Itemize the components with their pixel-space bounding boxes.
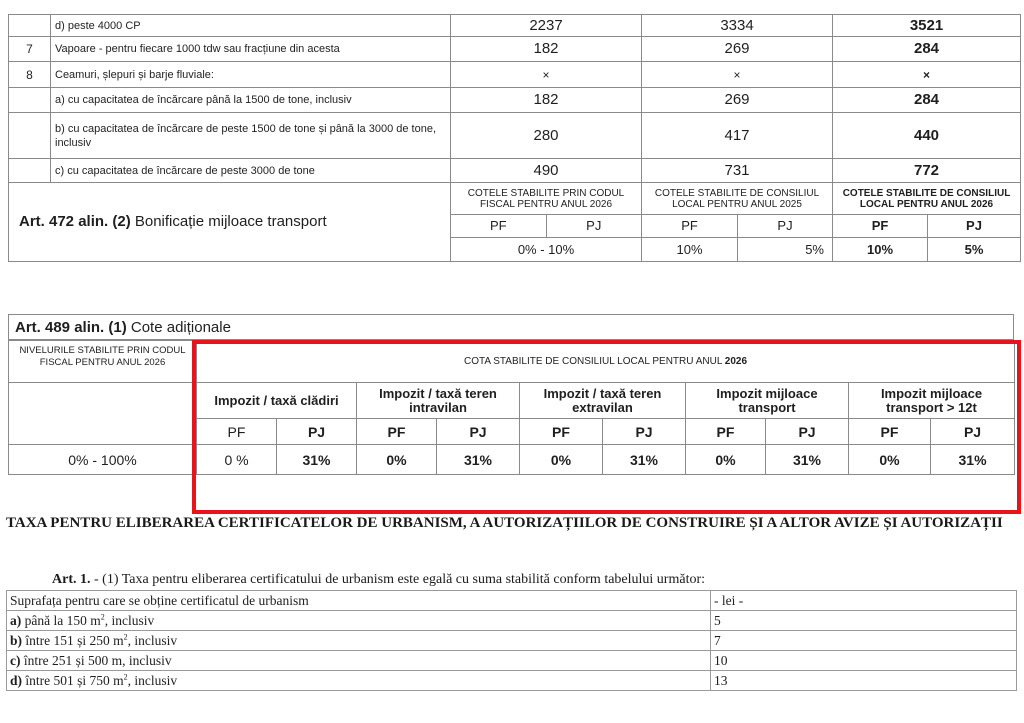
pf-label: PF (197, 419, 277, 445)
pj-value: 31% (437, 445, 520, 475)
pfpj-split (451, 215, 642, 238)
fee-cell: 13 (711, 671, 1017, 691)
council-2025-value: × (642, 62, 833, 88)
table-row (9, 37, 1021, 62)
council-2026-pj-value: 5% (928, 238, 1021, 262)
council-2025-value: 269 (642, 37, 833, 62)
value-header: - lei - (711, 591, 1017, 611)
fiscal-code-value: 2237 (451, 15, 642, 37)
pj-label: PJ (928, 215, 1021, 238)
vehicle-tax-table (8, 14, 1021, 262)
pj-label: PJ (586, 218, 602, 233)
council-2026-value: 440 (833, 113, 1021, 159)
pf-label: PF (451, 215, 547, 237)
pj-label: PJ (738, 215, 833, 238)
art489-title: Art. 489 alin. (1) Cote adiționale (8, 314, 1014, 340)
fee-cell: 10 (711, 651, 1017, 671)
fiscal-code-2026-header: COTELE STABILITE PRIN CODUL FISCAL PENTRU ANUL 2026 (451, 183, 642, 215)
pf-value: 0% (357, 445, 437, 475)
fee-cell: 5 (711, 611, 1017, 631)
pj-value: 31% (766, 445, 849, 475)
council-2026-value: 3521 (833, 15, 1021, 37)
pj-label: PJ (931, 419, 1015, 445)
art489-group-row (9, 383, 1015, 419)
council-2025-value: 417 (642, 113, 833, 159)
council-2026-header: COTELE STABILITE DE CONSILIUL LOCAL PENTRU ANUL 2026 (833, 183, 1021, 215)
council-2026-value: 284 (833, 37, 1021, 62)
group-buildings: Impozit / taxă clădiri (197, 383, 357, 419)
row-label: c) cu capacitatea de încărcare de peste 3000 de tone (51, 159, 451, 183)
row-index: 7 (9, 37, 51, 62)
art489-header-row (9, 341, 1015, 383)
council-2025-value: 731 (642, 159, 833, 183)
council-2025-pf-value: 10% (642, 238, 738, 262)
council-2025-header: COTELE STABILITE DE CONSILIUL LOCAL PENTRU ANUL 2025 (642, 183, 833, 215)
fiscal-code-range: 0% - 10% (451, 238, 642, 262)
pj-label: PJ (766, 419, 849, 445)
council-rate-header: COTA STABILITE DE CONSILIUL LOCAL PENTRU ANUL 2026 (197, 341, 1015, 383)
row-index (9, 88, 51, 113)
council-2025-value: 269 (642, 88, 833, 113)
section-heading: TAXA PENTRU ELIBERAREA CERTIFICATELOR DE URBANISM, A AUTORIZAȚIILOR DE CONSTRUIRE ȘI A ALTOR AVIZE ȘI AUTORIZAȚII (6, 515, 1003, 531)
fiscal-code-range: 0% - 100% (9, 445, 197, 475)
pf-label: PF (357, 419, 437, 445)
fee-cell: 7 (711, 631, 1017, 651)
fiscal-code-value: 182 (451, 37, 642, 62)
table-row (7, 631, 1017, 651)
fiscal-code-value: × (451, 62, 642, 88)
group-transport: Impozit mijloace transport (686, 383, 849, 419)
pf-value: 0 % (197, 445, 277, 475)
group-transport-12t: Impozit mijloace transport > 12t (849, 383, 1015, 419)
table-row (9, 62, 1021, 88)
art472-title: Art. 472 alin. (2) Bonificație mijloace transport (9, 183, 451, 262)
row-index (9, 159, 51, 183)
council-2026-value: 772 (833, 159, 1021, 183)
pj-label: PJ (603, 419, 686, 445)
art489-value-row (9, 445, 1015, 475)
row-label: a) cu capacitatea de încărcare până la 1500 de tone, inclusiv (51, 88, 451, 113)
row-index: 8 (9, 62, 51, 88)
pf-value: 0% (849, 445, 931, 475)
row-label: Ceamuri, șlepuri și barje fluviale: (51, 62, 451, 88)
pf-label: PF (642, 215, 738, 238)
pj-value: 31% (603, 445, 686, 475)
row-label: d) peste 4000 CP (51, 15, 451, 37)
pf-value: 0% (686, 445, 766, 475)
area-cell: c) între 251 și 500 m, inclusiv (7, 651, 711, 671)
area-header: Suprafața pentru care se obține certificatul de urbanism (7, 591, 711, 611)
table-row (9, 88, 1021, 113)
pf-label: PF (833, 215, 928, 238)
fiscal-code-levels-header: NIVELURILE STABILITE PRIN CODUL FISCAL PENTRU ANUL 2026 (9, 341, 197, 383)
pj-label: PJ (437, 419, 520, 445)
row-label: Vapoare - pentru fiecare 1000 tdw sau fracțiune din acesta (51, 37, 451, 62)
row-index (9, 113, 51, 159)
table-row (7, 651, 1017, 671)
empty-cell (9, 383, 197, 445)
pf-label: PF (686, 419, 766, 445)
urbanism-certificate-table (6, 590, 1017, 691)
council-2026-value: × (833, 62, 1021, 88)
pf-label: PF (849, 419, 931, 445)
council-2025-value: 3334 (642, 15, 833, 37)
pj-value: 31% (277, 445, 357, 475)
fiscal-code-value: 182 (451, 88, 642, 113)
row-index (9, 15, 51, 37)
table-row (9, 15, 1021, 37)
table-row (9, 159, 1021, 183)
area-cell: b) între 151 și 250 $m^2$, inclusiv (7, 631, 711, 651)
fiscal-code-value: 280 (451, 113, 642, 159)
pj-value: 31% (931, 445, 1015, 475)
row-label: b) cu capacitatea de încărcare de peste 1500 de tone și până la 3000 de tone, inclusiv (51, 113, 451, 159)
council-2025-pj-value: 5% (738, 238, 833, 262)
article-1-paragraph: Art. 1. - (1) Taxa pentru eliberarea certificatului de urbanism este egală cu suma stabilită conform tabelului următor: (52, 572, 706, 587)
table-row (9, 113, 1021, 159)
area-cell: a) până la 150 $m^2$, inclusiv (7, 611, 711, 631)
council-2026-value: 284 (833, 88, 1021, 113)
additional-rates-table (8, 340, 1015, 475)
fiscal-code-value: 490 (451, 159, 642, 183)
pj-label: PJ (277, 419, 357, 445)
table-row (7, 671, 1017, 691)
council-2026-pf-value: 10% (833, 238, 928, 262)
art472-header-row (9, 183, 1021, 215)
group-land-extravilan: Impozit / taxă teren extravilan (520, 383, 686, 419)
table-row (7, 611, 1017, 631)
area-cell: d) între 501 și 750 $m^2$, inclusiv (7, 671, 711, 691)
group-land-intravilan: Impozit / taxă teren intravilan (357, 383, 520, 419)
pf-label: PF (520, 419, 603, 445)
table-header-row (7, 591, 1017, 611)
pf-value: 0% (520, 445, 603, 475)
